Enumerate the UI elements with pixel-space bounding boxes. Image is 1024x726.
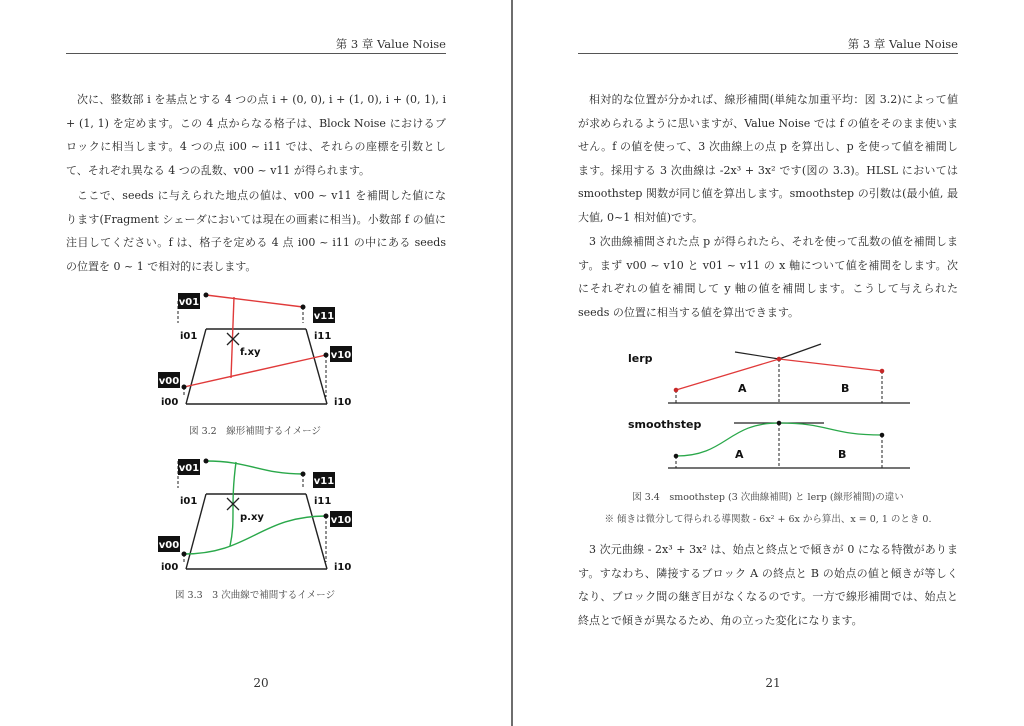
figure-caption: 図 3.2 線形補間するイメージ bbox=[189, 426, 321, 437]
lerp-line bbox=[184, 355, 326, 387]
figure-linear-interpolation bbox=[150, 283, 360, 413]
smoothstep-label: smoothstep bbox=[628, 418, 702, 431]
value-point bbox=[204, 293, 209, 298]
block-a-label: A bbox=[735, 448, 744, 461]
slope-line bbox=[779, 344, 821, 359]
value-point bbox=[182, 385, 187, 390]
lerp-line bbox=[206, 295, 303, 307]
value-point bbox=[777, 357, 782, 362]
v00-label: v00 bbox=[158, 540, 180, 551]
i11-label: i11 bbox=[314, 496, 332, 507]
v10-label: v10 bbox=[330, 350, 352, 361]
header-rule bbox=[578, 53, 958, 54]
value-point bbox=[880, 433, 885, 438]
block-b-label: B bbox=[841, 382, 850, 395]
paragraph: 3 次元曲線 - 2x³ + 3x² は、始点と終点とで傾きが 0 になる特徴があります。すなわち、隣接するブロック A の終点と B の始点の値と傾きが等しくなり、ブロック間の継ぎ目がなくなるのです。一方で線形補間では、始点と終点とで傾きが異なるため、角の立った変化になります。 bbox=[578, 543, 958, 627]
i10-label: i10 bbox=[334, 397, 352, 408]
value-point bbox=[324, 353, 329, 358]
right-page bbox=[513, 0, 1024, 726]
i00-label: i00 bbox=[161, 397, 179, 408]
value-point bbox=[301, 305, 306, 310]
value-point bbox=[674, 454, 679, 459]
v11-label: v11 bbox=[313, 311, 335, 322]
running-header: 第 3 章 Value Noise bbox=[847, 37, 958, 51]
point-label: f.xy bbox=[240, 347, 261, 358]
page-number: 20 bbox=[253, 676, 269, 690]
figure-caption: 図 3.3 3 次曲線で補間するイメージ bbox=[175, 590, 335, 601]
figure-lerp-vs-smoothstep bbox=[623, 340, 923, 475]
lerp-label: lerp bbox=[628, 352, 653, 365]
value-point bbox=[674, 388, 679, 393]
block-b-label: B bbox=[838, 448, 847, 461]
page-number: 21 bbox=[765, 676, 781, 690]
i10-label: i10 bbox=[334, 562, 352, 573]
paragraph: 3 次曲線補間された点 p が得られたら、それを使って乱数の値を補間します。まず v00 ~ v10 と v01 ~ v11 の x 軸について値を補間をします。次にそれぞれの値を補間して y 軸の値を補間します。こうして与えられた seeds の位置に相当する値を算出できます。 bbox=[578, 235, 958, 319]
running-header: 第 3 章 Value Noise bbox=[335, 37, 446, 51]
figure-note: ※ 傾きは微分して得られる導関数 - 6x² + 6x から算出、x = 0, 1 のとき 0. bbox=[604, 514, 932, 525]
header-rule bbox=[66, 53, 446, 54]
value-point bbox=[777, 421, 782, 426]
paragraph: 次に、整数部 i を基点とする 4 つの点 i + (0, 0), i + (1, 0), i + (0, 1), i + (1, 1) を定めます。この 4 点からなる格子は、Block Noise におけるブロックに相当します。4 つの点 i00 ~ i11 では、それらの座標を引数として、それぞれ異なる 4 つの乱数、v00 ~ v11 が得られます。 bbox=[66, 93, 446, 177]
v10-label: v10 bbox=[330, 515, 352, 526]
figure-cubic-interpolation bbox=[150, 448, 360, 578]
i01-label: i01 bbox=[180, 331, 198, 342]
value-point bbox=[204, 459, 209, 464]
value-point bbox=[880, 369, 885, 374]
figure-caption: 図 3.4 smoothstep (3 次曲線補間) と lerp (線形補間)の違い bbox=[632, 492, 904, 503]
block-a-label: A bbox=[738, 382, 747, 395]
left-page bbox=[0, 0, 511, 726]
value-point bbox=[182, 552, 187, 557]
i00-label: i00 bbox=[161, 562, 179, 573]
value-point bbox=[301, 472, 306, 477]
v11-label: v11 bbox=[313, 476, 335, 487]
i01-label: i01 bbox=[180, 496, 198, 507]
v01-label: v01 bbox=[178, 297, 200, 308]
paragraph: 相対的な位置が分かれば、線形補間(単純な加重平均：図 3.2)によって値が求められるように思いますが、Value Noise では f の値をそのまま使いません。f の値を使って、3 次曲線上の点 p を算出し、p を使って値を補間します。採用する 3 次曲線は -2x³ + 3x² です(図の 3.3)。HLSL においては smoothstep 関数が同じ値を算出します。smoothstep の引数は(最小値, 最大値, 0~1 相対値)です。 bbox=[578, 93, 958, 224]
smoothstep-curve bbox=[206, 461, 303, 474]
i11-label: i11 bbox=[314, 331, 332, 342]
v01-label: v01 bbox=[178, 463, 200, 474]
v00-label: v00 bbox=[158, 376, 180, 387]
paragraph: ここで、seeds に与えられた地点の値は、v00 ~ v11 を補間した値になります(Fragment シェーダにおいては現在の画素に相当)。小数部 f の値に注目してください。f は、格子を定める 4 点 i00 ~ i11 の中にある seeds の位置を 0 ~ 1 で相対的に表します。 bbox=[66, 189, 446, 273]
point-label: p.xy bbox=[240, 512, 264, 523]
slope-line bbox=[735, 352, 779, 359]
value-point bbox=[324, 514, 329, 519]
